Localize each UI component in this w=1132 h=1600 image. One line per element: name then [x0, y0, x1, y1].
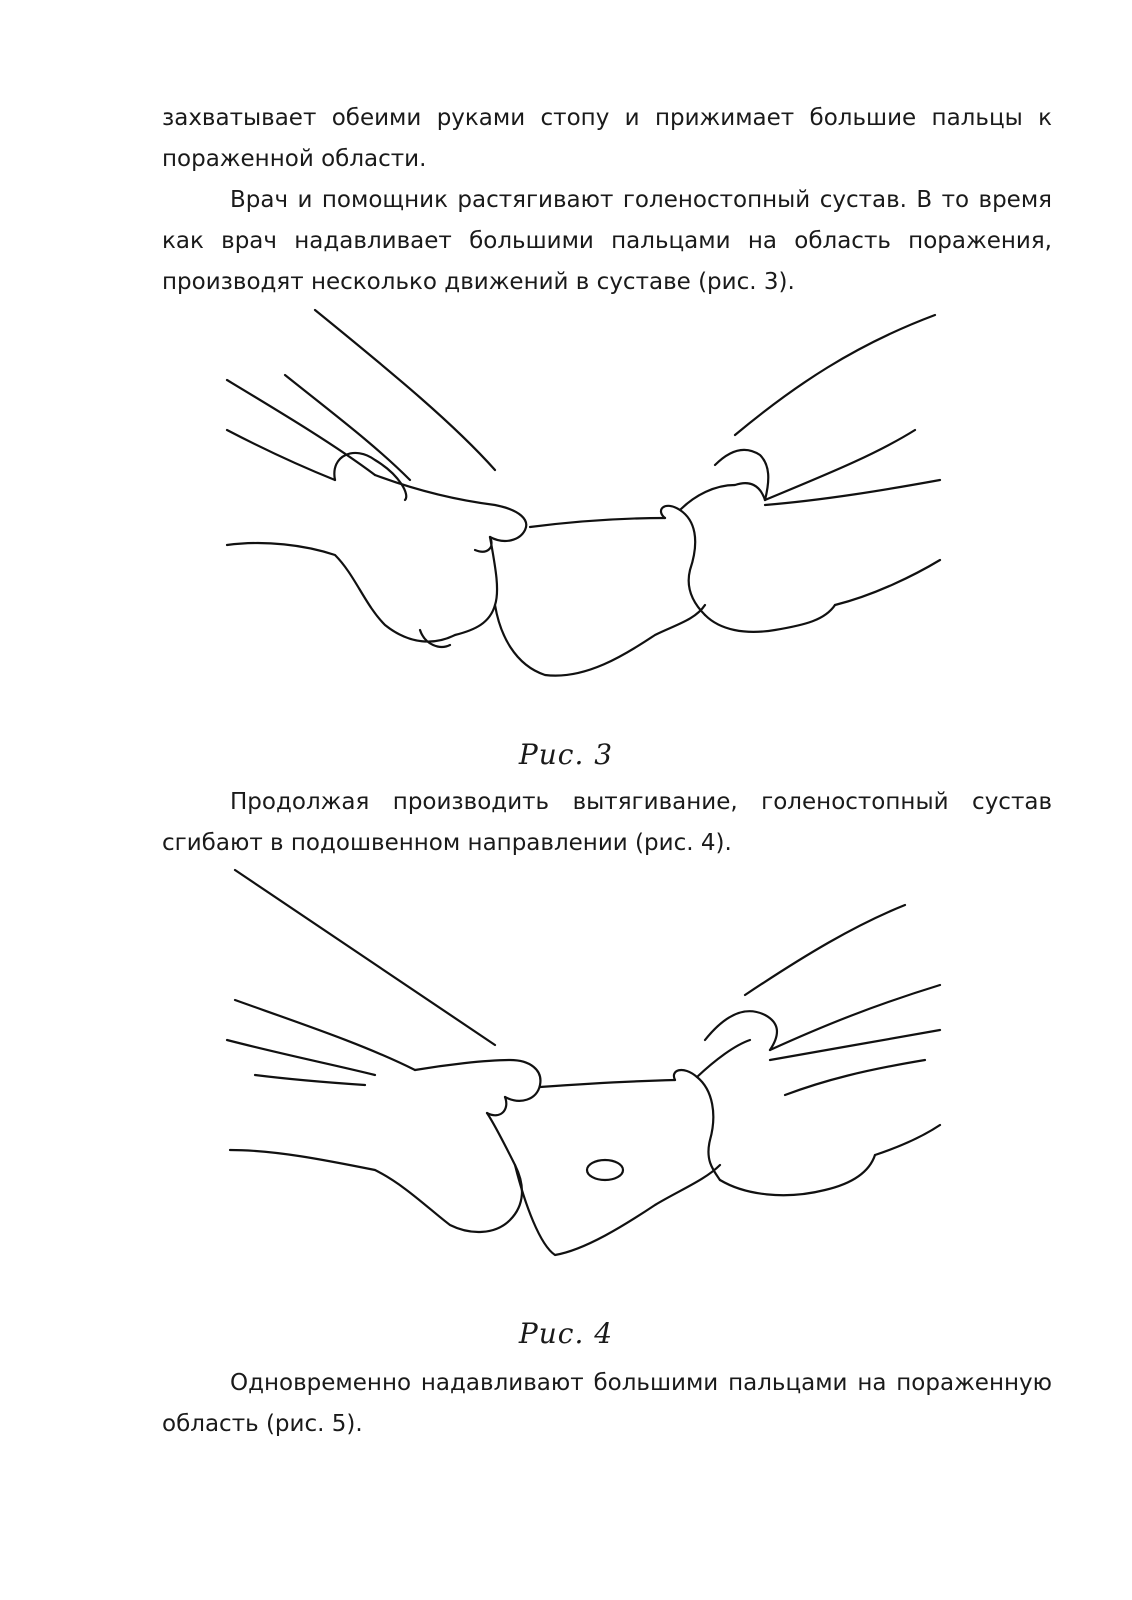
figure-4-caption: Рис. 4: [518, 1317, 614, 1350]
figure-3-caption: Рис. 3: [518, 738, 614, 771]
paragraph-4: Одновременно надавливают большими пальцами на пораженную область (рис. 5).: [162, 1370, 1052, 1437]
figure-3-illustration: [225, 305, 965, 695]
paragraph-3: Продолжая производить вытягивание, голеностопный сустав сгибают в подошвенном направлении (рис. 4).: [162, 789, 1052, 856]
ankle-traction-drawing: [225, 305, 965, 695]
paragraph-1: захватывает обеими руками стопу и прижимает большие пальцы к пораженной области.: [162, 105, 1052, 172]
figure-4-illustration: [225, 865, 965, 1265]
plantar-flexion-drawing: [225, 865, 965, 1265]
paragraph-2: Врач и помощник растягивают голеностопный сустав. В то время как врач надавливает большими пальцами на область поражения, производят несколько движений в суставе (рис. 3).: [162, 187, 1052, 295]
